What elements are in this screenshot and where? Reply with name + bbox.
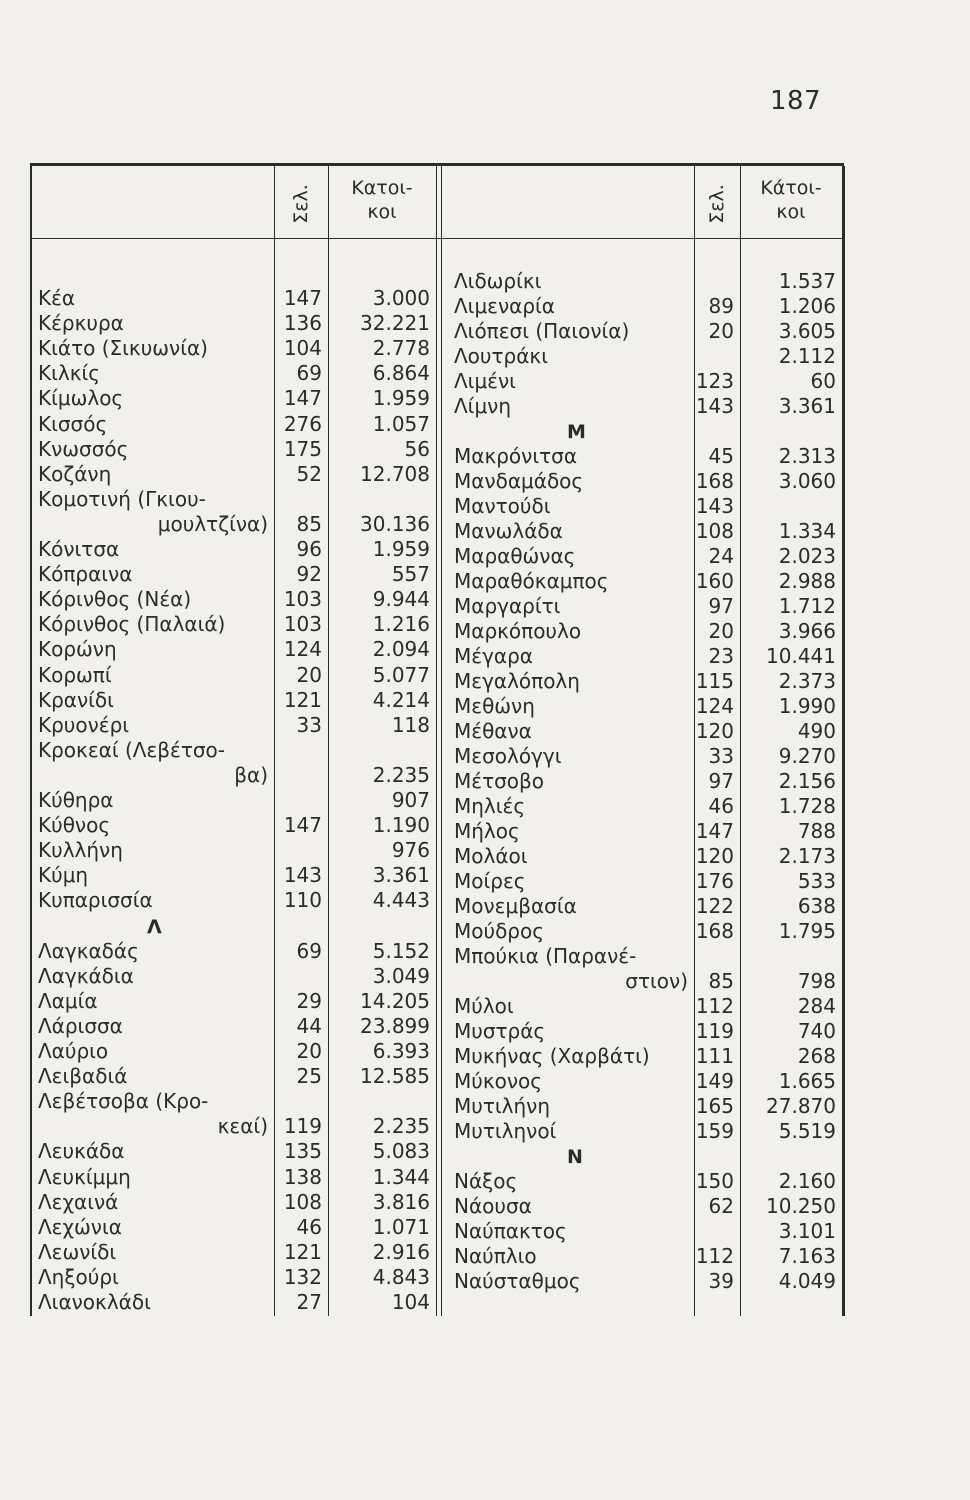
page-ref: 97 bbox=[708, 594, 734, 618]
place-name: Μηλιές bbox=[454, 794, 526, 818]
place-name: Λαγκαδάς bbox=[38, 938, 139, 963]
population: 1.216 bbox=[372, 612, 430, 637]
page-ref: 112 bbox=[695, 994, 734, 1018]
header-pop-right bbox=[740, 176, 842, 224]
place-name: Μεθώνη bbox=[454, 694, 535, 718]
place-name: Νάξος bbox=[454, 1169, 518, 1193]
place-name: Λεχώνια bbox=[38, 1214, 122, 1239]
page-ref bbox=[274, 738, 322, 763]
place-name: βα) bbox=[234, 762, 268, 787]
page-ref: 176 bbox=[695, 869, 734, 893]
place-name: κεαί) bbox=[217, 1114, 268, 1139]
page-ref: 52 bbox=[296, 461, 322, 486]
population: 3.000 bbox=[372, 286, 430, 310]
place-name: Λεβέτσοβα (Κρο- bbox=[38, 1089, 209, 1114]
page-ref bbox=[274, 763, 322, 788]
population: 1.071 bbox=[372, 1214, 430, 1239]
place-name: Κρυονέρι bbox=[38, 712, 130, 737]
population: 284 bbox=[797, 994, 836, 1018]
population: 2.094 bbox=[372, 637, 430, 662]
page-ref: 175 bbox=[283, 436, 322, 461]
page-ref bbox=[694, 269, 734, 294]
population: 9.944 bbox=[372, 587, 430, 612]
place-name: Μαραθόκαμπος bbox=[454, 569, 609, 593]
place-name: Λιανοκλάδι bbox=[38, 1290, 151, 1314]
page-ref: 135 bbox=[283, 1139, 322, 1164]
population: 10.250 bbox=[766, 1194, 836, 1218]
population: 118 bbox=[391, 712, 430, 737]
place-name: Κόρινθος (Παλαιά) bbox=[38, 612, 226, 637]
page-ref: 33 bbox=[296, 712, 322, 737]
place-name: Μύκονος bbox=[454, 1069, 542, 1093]
population: 1.206 bbox=[778, 294, 836, 318]
population: 2.235 bbox=[372, 762, 430, 787]
population: 1.057 bbox=[372, 411, 430, 436]
population: 268 bbox=[797, 1044, 836, 1068]
place-name: Κομοτινή (Γκιου- bbox=[38, 486, 206, 511]
place-name: Κισσός bbox=[38, 411, 108, 436]
population: 2.023 bbox=[778, 544, 836, 568]
page-ref: 97 bbox=[708, 769, 734, 793]
page-ref: 27 bbox=[296, 1290, 322, 1314]
page-ref: 120 bbox=[695, 719, 734, 743]
population: 2.156 bbox=[778, 769, 836, 793]
population: 3.060 bbox=[778, 469, 836, 493]
page-ref bbox=[274, 1089, 322, 1114]
population: 14.205 bbox=[360, 988, 430, 1013]
population: 5.152 bbox=[372, 938, 430, 963]
place-name: Λαύριο bbox=[38, 1039, 109, 1063]
page-ref: 136 bbox=[283, 311, 322, 336]
population: 3.816 bbox=[372, 1189, 430, 1214]
population: 3.361 bbox=[778, 394, 836, 418]
place-name: Μαραθώνας bbox=[454, 544, 576, 568]
place-name: Λιμένι bbox=[454, 369, 516, 393]
population: 1.990 bbox=[778, 694, 836, 718]
place-name: Μυτιλήνη bbox=[454, 1094, 550, 1118]
page-ref: 33 bbox=[708, 744, 734, 768]
header-rule bbox=[32, 238, 844, 239]
page-ref: 120 bbox=[695, 844, 734, 868]
page-ref bbox=[274, 487, 322, 512]
page-ref: 20 bbox=[708, 319, 734, 343]
population: 30.136 bbox=[360, 511, 430, 536]
population: 1.712 bbox=[778, 594, 836, 618]
place-name: Ναύπλιο bbox=[454, 1244, 537, 1268]
place-name: Μαργαρίτι bbox=[454, 594, 561, 618]
population: 557 bbox=[391, 562, 430, 587]
place-name: Μυκήνας (Χαρβάτι) bbox=[454, 1044, 650, 1068]
place-name: Λαγκάδια bbox=[38, 963, 134, 988]
population: 3.361 bbox=[372, 863, 430, 888]
page-ref: 122 bbox=[695, 894, 734, 918]
page-ref: 150 bbox=[695, 1169, 734, 1193]
page-ref bbox=[274, 788, 322, 813]
place-name: Κύθνος bbox=[38, 813, 111, 838]
page-ref: 62 bbox=[708, 1194, 734, 1218]
place-name: Λίμνη bbox=[454, 394, 512, 418]
population: 12.708 bbox=[360, 461, 430, 486]
page-ref: 46 bbox=[708, 794, 734, 818]
page-ref: 23 bbox=[708, 644, 734, 668]
population: 4.049 bbox=[778, 1269, 836, 1293]
page-ref: 20 bbox=[708, 619, 734, 643]
place-name: Μέγαρα bbox=[454, 644, 533, 668]
place-name: Κοζάνη bbox=[38, 461, 112, 486]
place-name: Κόρινθος (Νέα) bbox=[38, 587, 192, 612]
page-ref: 159 bbox=[695, 1119, 734, 1143]
population: 907 bbox=[391, 788, 430, 812]
place-name: Μήλος bbox=[454, 819, 520, 843]
page-ref: 111 bbox=[695, 1044, 734, 1068]
population: 5.083 bbox=[372, 1139, 430, 1164]
place-name: Ληξούρι bbox=[38, 1264, 119, 1289]
place-name: Μανωλάδα bbox=[454, 519, 563, 543]
population: 32.221 bbox=[360, 311, 430, 336]
page-ref: 160 bbox=[695, 569, 734, 593]
population: 638 bbox=[797, 894, 836, 918]
population: 1.959 bbox=[372, 386, 430, 411]
page-ref: 110 bbox=[283, 888, 322, 913]
page-ref: 108 bbox=[695, 519, 734, 543]
place-name: Μανδαμάδος bbox=[454, 469, 584, 493]
population: 1.190 bbox=[372, 813, 430, 838]
population: 5.519 bbox=[778, 1119, 836, 1143]
place-name: Κορωπί bbox=[38, 662, 112, 687]
page-ref: 124 bbox=[283, 637, 322, 662]
place-name: Κροκεαί (Λεβέτσο- bbox=[38, 737, 225, 762]
place-name: Μπούκια (Παρανέ- bbox=[454, 944, 637, 968]
place-name: Μεγαλόπολη bbox=[454, 669, 580, 693]
header-sel-left: Σελ. bbox=[290, 184, 312, 224]
population: 3.101 bbox=[778, 1219, 836, 1243]
page-ref: 103 bbox=[283, 587, 322, 612]
page-ref: 165 bbox=[695, 1094, 734, 1118]
population: 1.344 bbox=[372, 1164, 430, 1189]
place-name: Κιάτο (Σικυωνία) bbox=[38, 336, 208, 361]
place-name: Κυλλήνη bbox=[38, 838, 123, 863]
place-name: Μέθανα bbox=[454, 719, 532, 743]
place-name: Κορώνη bbox=[38, 637, 117, 662]
page-ref: 20 bbox=[296, 662, 322, 687]
section-letter: Ν bbox=[567, 1146, 583, 1168]
population: 3.966 bbox=[778, 619, 836, 643]
page-ref: 96 bbox=[296, 537, 322, 561]
place-name: Κόπραινα bbox=[38, 562, 133, 587]
page-ref: 89 bbox=[708, 294, 734, 318]
place-name: Κιλκίς bbox=[38, 361, 101, 386]
place-name: Κυπαρισσία bbox=[38, 888, 153, 913]
page-ref: 44 bbox=[296, 1013, 322, 1038]
page-ref bbox=[694, 944, 734, 969]
page-ref: 112 bbox=[695, 1244, 734, 1268]
page-ref: 168 bbox=[695, 469, 734, 493]
place-name: Κρανίδι bbox=[38, 687, 114, 712]
header-pop-left bbox=[328, 176, 436, 224]
page-ref: 147 bbox=[695, 819, 734, 843]
place-name: Λευκίμμη bbox=[38, 1164, 131, 1189]
page-ref bbox=[694, 344, 734, 369]
population bbox=[328, 487, 430, 512]
page-ref: 24 bbox=[708, 544, 734, 568]
place-name: Μούδρος bbox=[454, 919, 544, 943]
place-name: Λευκάδα bbox=[38, 1139, 125, 1164]
page-ref: 132 bbox=[283, 1264, 322, 1289]
place-name: Μονεμβασία bbox=[454, 894, 577, 918]
population: 798 bbox=[797, 969, 836, 993]
header-pop-right-line1: Κάτοι- bbox=[760, 177, 822, 199]
population: 9.270 bbox=[778, 744, 836, 768]
page-ref: 108 bbox=[283, 1189, 322, 1214]
population: 1.334 bbox=[778, 519, 836, 543]
page-ref: 149 bbox=[695, 1069, 734, 1093]
page-ref: 92 bbox=[296, 562, 322, 587]
place-name: Λαμία bbox=[38, 988, 98, 1013]
header-pop-left-line1: Κατοι- bbox=[351, 177, 413, 199]
place-name: Μεσολόγγι bbox=[454, 744, 562, 768]
population: 6.393 bbox=[372, 1039, 430, 1063]
place-name: Μαρκόπουλο bbox=[454, 619, 582, 643]
rule-mid-a bbox=[436, 166, 437, 1316]
population bbox=[328, 1089, 430, 1114]
place-name: Μοίρες bbox=[454, 869, 526, 893]
rule-right-edge bbox=[842, 166, 845, 1316]
population: 10.441 bbox=[766, 644, 836, 668]
population: 2.160 bbox=[778, 1169, 836, 1193]
page-ref: 69 bbox=[296, 938, 322, 963]
population: 6.864 bbox=[372, 361, 430, 386]
place-name: στιον) bbox=[625, 969, 688, 993]
place-name: Λιδωρίκι bbox=[454, 269, 542, 293]
population: 1.728 bbox=[778, 794, 836, 818]
place-name: Κνωσσός bbox=[38, 436, 129, 461]
population: 788 bbox=[797, 819, 836, 843]
population: 2.173 bbox=[778, 844, 836, 868]
population: 27.870 bbox=[766, 1094, 836, 1118]
page-ref: 124 bbox=[695, 694, 734, 718]
rule-mid-b bbox=[441, 166, 442, 1316]
header-sel-right: Σελ. bbox=[706, 184, 728, 224]
place-name: Μυστράς bbox=[454, 1019, 546, 1043]
page-number: 187 bbox=[770, 86, 822, 116]
place-name: Λεχαινά bbox=[38, 1189, 119, 1214]
page-ref bbox=[274, 964, 322, 989]
page-ref: 103 bbox=[283, 612, 322, 637]
place-name: Μυτιληνοί bbox=[454, 1119, 557, 1143]
population bbox=[328, 738, 430, 763]
page-ref: 39 bbox=[708, 1269, 734, 1293]
place-name: Μέτσοβο bbox=[454, 769, 545, 793]
place-name: Μαντούδι bbox=[454, 494, 551, 518]
page-ref: 115 bbox=[695, 669, 734, 693]
population: 60 bbox=[810, 369, 836, 393]
population: 7.163 bbox=[778, 1244, 836, 1268]
header-pop-left-line2: κοι bbox=[367, 201, 397, 223]
page-ref: 45 bbox=[708, 444, 734, 468]
place-name: Κέρκυρα bbox=[38, 311, 124, 336]
population bbox=[740, 494, 836, 519]
population: 2.373 bbox=[778, 669, 836, 693]
section-letter: Μ bbox=[567, 421, 586, 443]
place-name: μουλτζίνα) bbox=[157, 511, 268, 536]
page-ref: 69 bbox=[296, 361, 322, 386]
population: 3.605 bbox=[778, 319, 836, 343]
page-ref: 104 bbox=[283, 336, 322, 361]
place-name: Κίμωλος bbox=[38, 386, 124, 411]
index-table bbox=[30, 163, 844, 1316]
header-pop-right-line2: κοι bbox=[776, 201, 806, 223]
place-name: Ναύπακτος bbox=[454, 1219, 567, 1243]
page-ref: 46 bbox=[296, 1214, 322, 1239]
page-ref: 138 bbox=[283, 1164, 322, 1189]
population: 2.778 bbox=[372, 336, 430, 361]
page-ref: 276 bbox=[283, 411, 322, 436]
population: 12.585 bbox=[360, 1064, 430, 1089]
place-name: Κύμη bbox=[38, 863, 89, 888]
page-ref: 85 bbox=[708, 969, 734, 993]
place-name: Νάουσα bbox=[454, 1194, 532, 1218]
population: 4.214 bbox=[372, 687, 430, 712]
population: 1.537 bbox=[778, 269, 836, 293]
population: 2.112 bbox=[778, 344, 836, 368]
page-ref: 147 bbox=[283, 386, 322, 411]
place-name: Λεωνίδι bbox=[38, 1239, 117, 1264]
page-ref: 29 bbox=[296, 988, 322, 1013]
page-ref: 147 bbox=[283, 286, 322, 310]
population: 1.665 bbox=[778, 1069, 836, 1093]
population: 5.077 bbox=[372, 662, 430, 687]
page-ref: 143 bbox=[283, 863, 322, 888]
population: 533 bbox=[797, 869, 836, 893]
page-ref: 168 bbox=[695, 919, 734, 943]
page-ref: 20 bbox=[296, 1039, 322, 1063]
page-ref: 123 bbox=[695, 369, 734, 393]
population: 740 bbox=[797, 1019, 836, 1043]
population: 976 bbox=[391, 838, 430, 863]
place-name: Μύλοι bbox=[454, 994, 514, 1018]
population: 1.795 bbox=[778, 919, 836, 943]
place-name: Ναύσταθμος bbox=[454, 1269, 581, 1293]
place-name: Κύθηρα bbox=[38, 788, 114, 812]
page-ref bbox=[274, 838, 322, 863]
page-ref: 119 bbox=[283, 1114, 322, 1139]
place-name: Κέα bbox=[38, 286, 76, 310]
place-name: Λιμεναρία bbox=[454, 294, 555, 318]
place-name: Λειβαδιά bbox=[38, 1064, 128, 1089]
place-name: Κόνιτσα bbox=[38, 537, 120, 561]
section-letter: Λ bbox=[147, 915, 162, 938]
page-ref: 121 bbox=[283, 687, 322, 712]
place-name: Λάρισσα bbox=[38, 1013, 123, 1038]
population: 3.049 bbox=[372, 963, 430, 988]
place-name: Μολάοι bbox=[454, 844, 528, 868]
page-ref: 143 bbox=[695, 394, 734, 418]
population: 2.988 bbox=[778, 569, 836, 593]
population: 1.959 bbox=[372, 537, 430, 561]
page-ref: 147 bbox=[283, 813, 322, 838]
population: 2.313 bbox=[778, 444, 836, 468]
page-ref: 25 bbox=[296, 1064, 322, 1089]
page-ref bbox=[694, 1219, 734, 1244]
page-ref: 121 bbox=[283, 1239, 322, 1264]
population: 4.443 bbox=[372, 888, 430, 913]
place-name: Λιόπεσι (Παιονία) bbox=[454, 319, 630, 343]
place-name: Λουτράκι bbox=[454, 344, 548, 368]
page-ref: 85 bbox=[296, 511, 322, 536]
population: 56 bbox=[404, 436, 430, 461]
population: 23.899 bbox=[360, 1013, 430, 1038]
population bbox=[740, 944, 836, 969]
page-ref: 119 bbox=[695, 1019, 734, 1043]
population: 104 bbox=[391, 1290, 430, 1314]
place-name: Μακρόνιτσα bbox=[454, 444, 577, 468]
population: 490 bbox=[797, 719, 836, 743]
population: 2.916 bbox=[372, 1239, 430, 1264]
page-ref: 143 bbox=[695, 494, 734, 518]
population: 2.235 bbox=[372, 1114, 430, 1139]
population: 4.843 bbox=[372, 1264, 430, 1289]
